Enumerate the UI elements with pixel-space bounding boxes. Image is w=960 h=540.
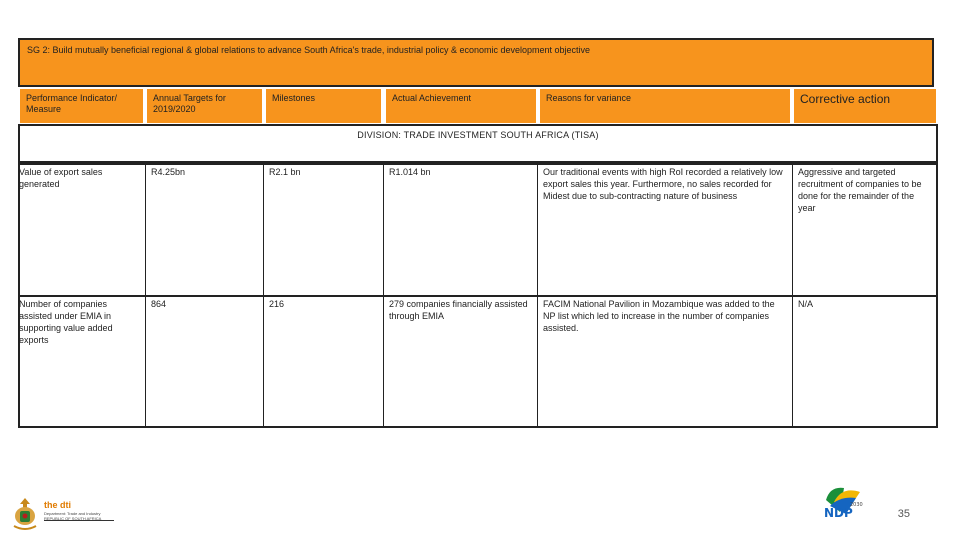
ndp-emblem-icon xyxy=(820,482,868,518)
svg-text:NDP: NDP xyxy=(824,506,853,518)
row1-corrective: Aggressive and targeted recruitment of companies to be done for the remainder of the year xyxy=(798,167,922,213)
row2-indicator: Number of companies assisted under EMIA in supporting value added exports xyxy=(19,299,113,345)
header-indicator: Performance Indicator/ Measure xyxy=(20,89,143,123)
header-achievement: Actual Achievement xyxy=(386,89,536,123)
row-divider xyxy=(18,295,938,297)
header-corrective: Corrective action xyxy=(794,89,936,123)
row1-milestone: R2.1 bn xyxy=(269,167,301,177)
row2-milestone: 216 xyxy=(269,299,285,309)
strategic-goal-banner xyxy=(18,38,934,87)
coat-of-arms-icon xyxy=(8,496,42,532)
row1-reason: Our traditional events with high RoI recorded a relatively low export sales this year. Furthermore, no sales recorded for Midest due to sub-contracting nature of business xyxy=(543,167,783,201)
row2-target: 864 xyxy=(151,299,167,309)
dti-subtitle: Department: Trade and Industry REPUBLIC OF SOUTH AFRICA xyxy=(44,511,102,521)
row2-corrective: N/A xyxy=(798,299,814,309)
row1-achievement: R1.014 bn xyxy=(389,167,431,177)
ndp-logo xyxy=(820,482,868,518)
row2-reason: FACIM National Pavilion in Mozambique was added to the NP list which led to increase in the number of companies assisted. xyxy=(543,299,775,333)
page-number: 35 xyxy=(897,508,910,520)
row1-indicator: Value of export sales generated xyxy=(19,167,103,189)
header-targets: Annual Targets for 2019/2020 xyxy=(147,89,262,123)
division-row xyxy=(18,124,938,163)
ndp-year: 2030 xyxy=(850,502,863,508)
header-milestones: Milestones xyxy=(266,89,381,123)
dti-name: the dti xyxy=(44,500,71,510)
row2-achievement: 279 companies financially assisted through EMIA xyxy=(389,299,528,321)
row1-target: R4.25bn xyxy=(151,167,186,177)
header-reasons: Reasons for variance xyxy=(540,89,790,123)
division-label: DIVISION: TRADE INVESTMENT SOUTH AFRICA (TISA) xyxy=(357,130,599,140)
strategic-goal-text: SG 2: Build mutually beneficial regional & global relations to advance South Africa's trade, industrial policy & economic development objective xyxy=(27,45,591,55)
